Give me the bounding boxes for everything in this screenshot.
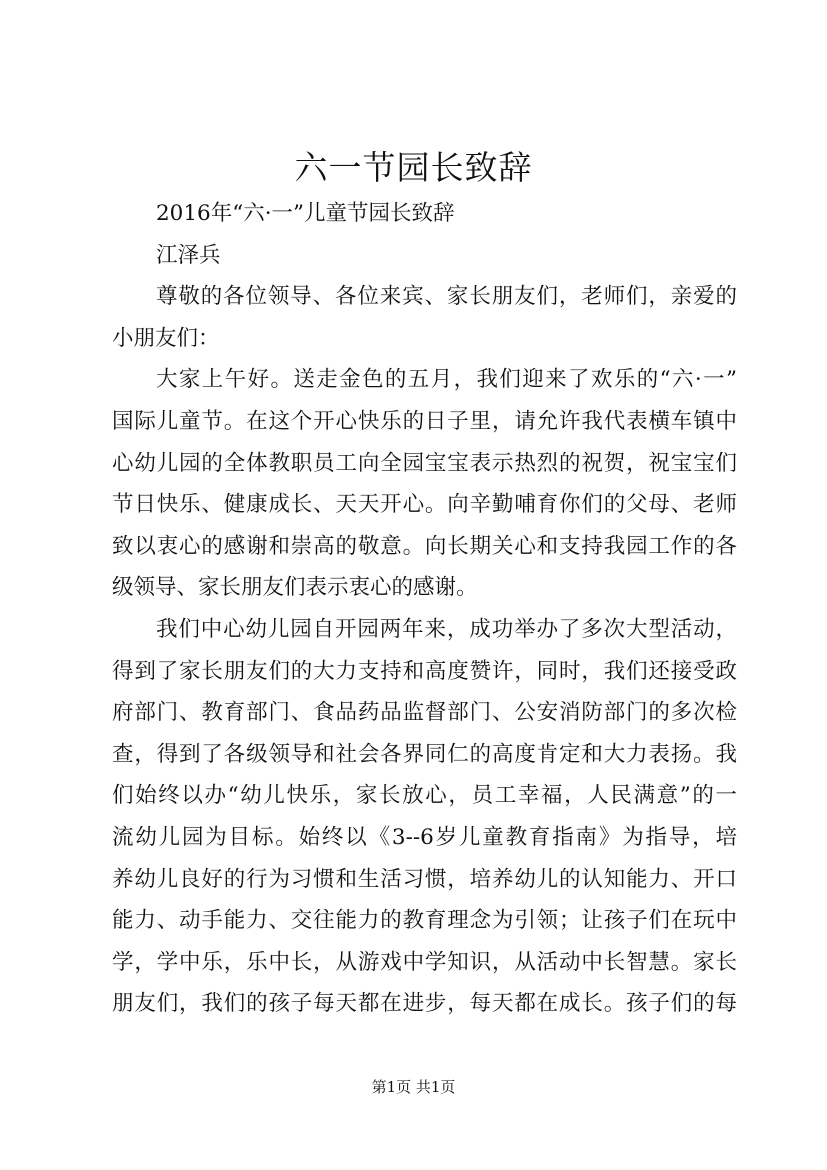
paragraph-line: 江泽兵 [156, 242, 221, 268]
paragraph-line: 大家上午好。送走金色的五月，我们迎来了欢乐的“六·一” [156, 367, 737, 393]
paragraph-line: 我们中心幼儿园自开园两年来，成功举办了多次大型活动， [156, 616, 737, 642]
paragraph-line: 致以衷心的感谢和崇高的敬意。向长期关心和支持我园工作的各 [112, 533, 737, 559]
paragraph-line: 能力、动手能力、交往能力的教育理念为引领；让孩子们在玩中 [112, 908, 737, 934]
paragraph-line: 小朋友们： [112, 325, 220, 351]
paragraph-line: 府部门、教育部门、食品药品监督部门、公安消防部门的多次检 [112, 700, 737, 726]
paragraph-line: 查，得到了各级领导和社会各界同仁的高度肯定和大力表扬。我 [112, 741, 737, 767]
paragraph-line: 国际儿童节。在这个开心快乐的日子里，请允许我代表横车镇中 [112, 408, 737, 434]
paragraph-line: 学，学中乐，乐中长，从游戏中学知识，从活动中长智慧。家长 [112, 949, 737, 975]
paragraph-line: 2016年“六·一”儿童节园长致辞 [156, 201, 455, 226]
paragraph-line: 们始终以办“幼儿快乐，家长放心，员工幸福，人民满意”的一 [112, 783, 737, 809]
paragraph-line: 养幼儿良好的行为习惯和生活习惯，培养幼儿的认知能力、开口 [112, 866, 737, 892]
paragraph-line: 节日快乐、健康成长、天天开心。向辛勤哺育你们的父母、老师 [112, 492, 737, 518]
paragraph-line: 级领导、家长朋友们表示衷心的感谢。 [112, 575, 478, 601]
paragraph-line: 朋友们，我们的孩子每天都在进步，每天都在成长。孩子们的每 [112, 991, 737, 1017]
paragraph-line: 得到了家长朋友们的大力支持和高度赞许，同时，我们还接受政 [112, 658, 737, 684]
paragraph-line: 尊敬的各位领导、各位来宾、家长朋友们，老师们，亲爱的 [156, 284, 737, 310]
page-footer: 第1页 共1页 [371, 1078, 456, 1096]
document-body [112, 193, 737, 1025]
paragraph [112, 276, 737, 359]
paragraph [112, 359, 737, 609]
document-title: 六一节园长致辞 [294, 148, 533, 187]
paragraph [112, 235, 737, 277]
paragraph-line: 流幼儿园为目标。始终以《3--6岁儿童教育指南》为指导，培 [112, 824, 737, 850]
paragraph-line: 心幼儿园的全体教职员工向全园宝宝表示热烈的祝贺，祝宝宝们 [112, 450, 737, 476]
paragraph [112, 193, 737, 235]
paragraph [112, 609, 737, 1025]
